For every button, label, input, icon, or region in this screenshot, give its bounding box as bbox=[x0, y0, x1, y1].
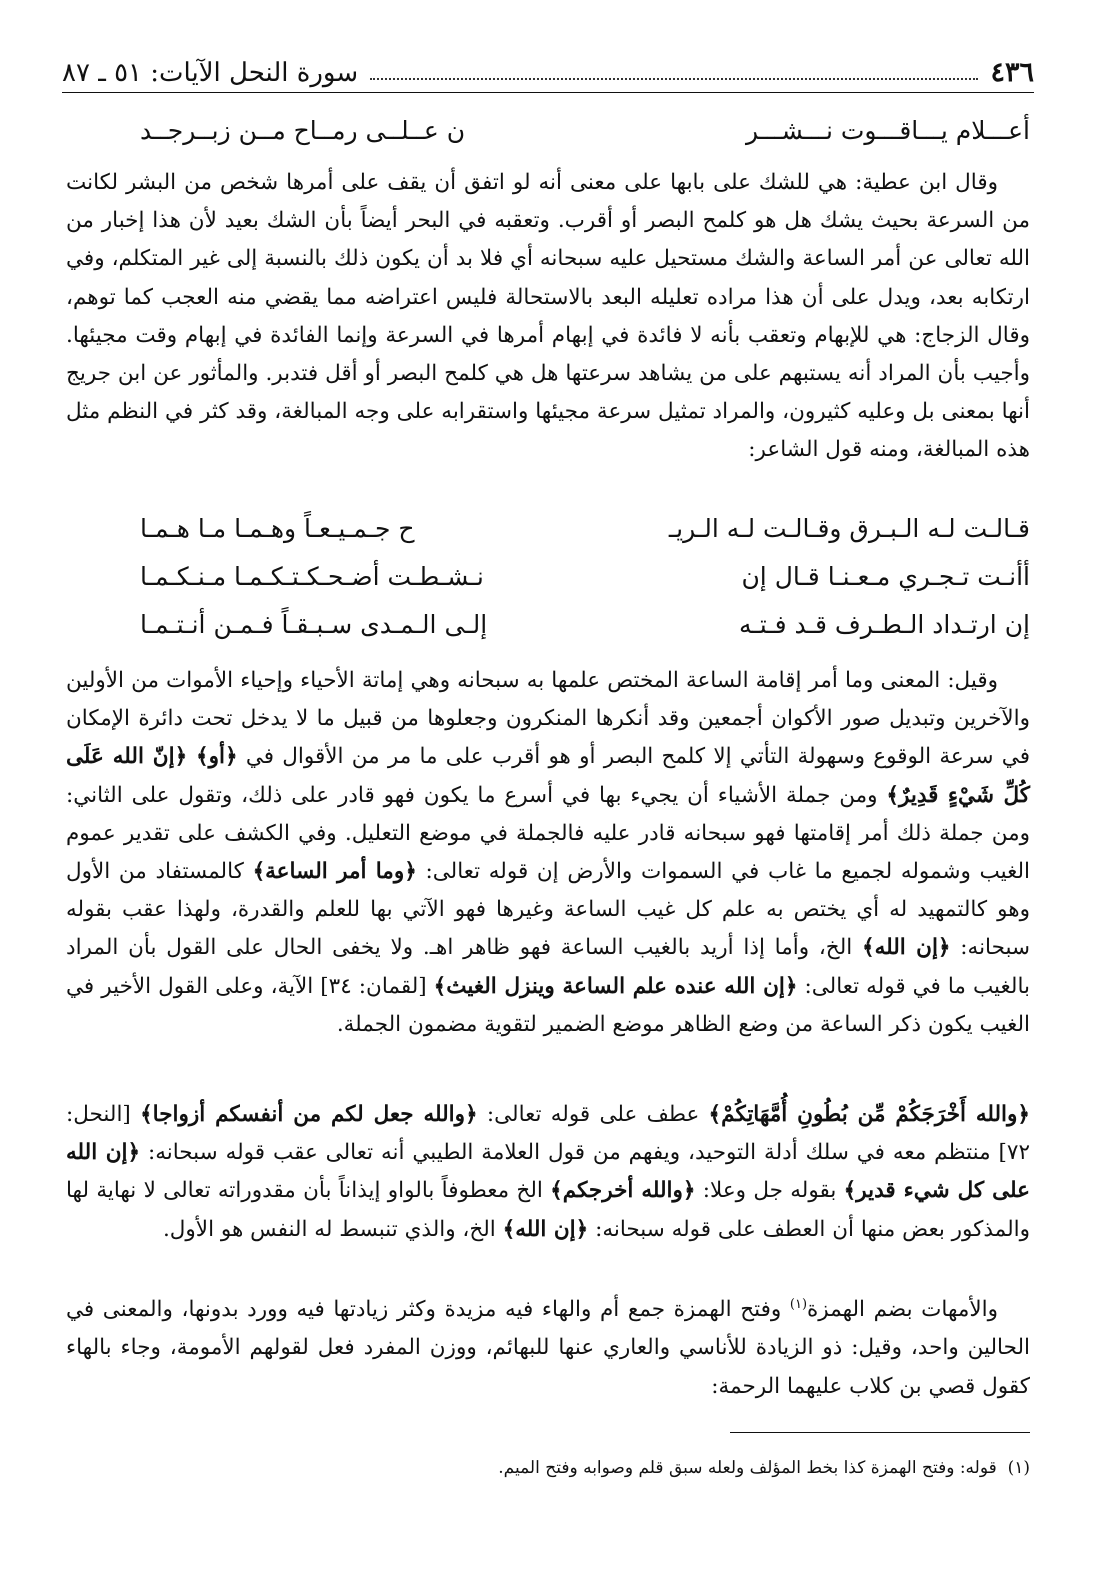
quran-quote: ﴿إن الله عنده علم الساعة وينزل الغيث﴾ bbox=[433, 973, 798, 999]
quran-quote: ﴿والله أَخْرَجَكُمْ مِّن بُطُونِ أُمَّهَاتِكُمْ﴾ bbox=[708, 1102, 1031, 1127]
paragraph-text: الخ معطوفاً بالواو إيذاناً بأن مقدوراته تعالى لا نهاية لها والمذكور بعض منها أن العطف على قوله سبحانه: bbox=[66, 1178, 1030, 1242]
paragraph-text: عطف على قوله تعالى: bbox=[477, 1102, 709, 1127]
poem-verse bbox=[140, 512, 1030, 546]
surah-title: سورة النحل الآيات: ٥١ ـ ٨٧ bbox=[62, 58, 359, 88]
paragraph-text: الخ، والذي تنبسط له النفس هو الأول. bbox=[162, 1216, 503, 1242]
paragraph-text: وفتح الهمزة جمع أم والهاء فيه مزيدة وكثر زيادتها فيه وورد بدونها، والمعنى في الحالين واحد، وقيل: ذو الزيادة للأناسي والعاري عنها للبهائم، ووزن المفرد فعل لقولهم الأمومة، وجاء بالهاء كقول قصي بن كلاب عليهما الرحمة: bbox=[66, 1297, 1030, 1399]
footnote bbox=[66, 1454, 1030, 1482]
paragraph-text: كالمستفاد من الأول وهو كالتمهيد له أي يختص به علم كل غيب الساعة وغيرها فهو الآتي بها للعلم والقدرة، ولهذا عقب بقوله سبحانه: bbox=[66, 859, 1030, 961]
page-number: ٤٣٦ bbox=[990, 57, 1034, 88]
footnote-separator bbox=[730, 1432, 1030, 1433]
verse-first-hemistich: إن ارتـداد الـطـرف قـد فـتـه bbox=[739, 610, 1030, 639]
paragraph-text: [النحل: ٧٢] منتظم معه في سلك أدلة التوحيد، ويفهم من قول العلامة الطيبي أنه تعالى عقب قوله سبحانه: bbox=[66, 1102, 1031, 1166]
verse-second-hemistich: ح جـمـيـعـاً وهـمـا مـا هـمـا bbox=[140, 514, 415, 543]
verse-commentary-paragraph bbox=[66, 1096, 1030, 1249]
verse-second-hemistich: نـشـطـت أضـحـكـتـكـمـا مـنـكـمـا bbox=[140, 562, 484, 591]
poem-verse bbox=[140, 560, 1030, 594]
quran-quote: ﴿إن الله على كل شيء قدير﴾ bbox=[66, 1140, 1030, 1204]
commentary-paragraph bbox=[66, 1286, 1030, 1406]
footnote-marker: (١) bbox=[1007, 1458, 1030, 1478]
paragraph-text: [لقمان: ٣٤] الآية، وعلى القول الأخير في الغيب يكون ذكر الساعة من وضع الظاهر موضع الضمير لتقوية مضمون الجملة. bbox=[66, 973, 1030, 1037]
verse-first-hemistich: أأنـت تـجـري مـعـنـا قـال إن bbox=[741, 562, 1030, 591]
commentary-paragraph bbox=[66, 662, 1030, 1044]
verse-second-hemistich: ن عــلــى رمــاح مــن زبــرجــد bbox=[140, 116, 466, 145]
quran-quote: ﴿أو﴾ ﴿إنّ الله عَلَى كُلِّ شَيْءٍ قَدِيرٌ﴾ bbox=[66, 744, 1030, 808]
verse-first-hemistich: أعـــلام يـــاقـــوت نـــشـــر bbox=[745, 116, 1030, 145]
quran-quote: ﴿إن الله﴾ bbox=[502, 1216, 589, 1242]
commentary-paragraph: وقال ابن عطية: هي للشك على بابها على معنى أنه لو اتفق أن يقف على أمرها شخص من البشر لكانت من السرعة بحيث يشك هل هو كلمح البصر أو أقرب. وتعقبه في البحر أيضاً بأن الشك بعيد لأن هذا إخبار من الله تعالى عن أمر الساعة والشك مستحيل عليه سبحانه أي فلا بد أن يكون ذلك بالنسبة إلى غير المتكلم، وفي ارتكابه بعد، ويدل على أن هذا مراده تعليله البعد بالاستحالة فليس اعتراضه مما يقضي منه العجب كما توهم، وقال الزجاج: هي للإبهام وتعقب بأنه لا فائدة في إبهام أمرها في السرعة وإنما الفائدة في إبهام وقت مجيئها. وأجيب بأن المراد أنه يستبهم على من يشاهد سرعتها هل هي كلمح البصر أو أقل فتدبر. والمأثور عن ابن جريج أنها بمعنى بل وعليه كثيرون، والمراد تمثيل سرعة مجيئها واستقرابه على وجه المبالغة، وقد كثر في النظم مثل هذه المبالغة، ومنه قول الشاعر: bbox=[66, 170, 1030, 463]
verse-second-hemistich: إلـى الـمـدى سـبـقـاً فـمـن أنـتـمـا bbox=[140, 610, 488, 639]
paragraph-text: والأمهات بضم الهمزة bbox=[807, 1297, 998, 1323]
paragraph-text: الخ، وأما إذا أريد بالغيب الساعة فهو ظاهر اهـ. ولا يخفى الحال على القول بأن المراد بالغيب ما في قوله تعالى: bbox=[66, 935, 1031, 999]
poem-verse bbox=[140, 608, 1030, 642]
page-header bbox=[62, 48, 1034, 93]
verse-first-hemistich: قـالـت لـه الـبـرق وقـالـت لـه الـريـ bbox=[668, 514, 1030, 543]
paragraph-text: بقوله جل وعلا: bbox=[695, 1178, 844, 1204]
quran-quote: ﴿والله أخرجكم﴾ bbox=[550, 1178, 696, 1204]
paragraph-text: وقيل: المعنى وما أمر إقامة الساعة المختص علمها به سبحانه وهي إماتة الأحياء وإحياء الأموات من الأولين والآخرين وتبديل صور الأكوان أجمعين وقد أنكرها المنكرون وجعلوها من قبيل ما لا يدخل تحت دائرة الإمكان في سرعة الوقوع وسهولة التأتي إلا كلمح البصر أو هو أقرب على ما مر من الأقوال في bbox=[66, 668, 1031, 770]
footnote-reference[interactable]: (١) bbox=[789, 1297, 808, 1312]
quran-quote: ﴿والله جعل لكم من أنفسكم أزواجا﴾ bbox=[140, 1102, 478, 1127]
footnote-text: قوله: وفتح الهمزة كذا بخط المؤلف ولعله سبق قلم وصوابه وفتح الميم. bbox=[498, 1458, 997, 1478]
quran-quote: ﴿وما أمر الساعة﴾ bbox=[252, 859, 417, 885]
paragraph-text: ومن جملة الأشياء أن يجيء بها في أسرع ما يكون فهو قادر على ذلك، وتقول على الثاني: ومن جملة ذلك أمر إقامتها فهو سبحانه قادر عليه فالجملة في موضع التعليل. وفي الكشف على تقدير عموم الغيب وشموله لجميع ما غاب في السموات والأرض إن قوله تعالى: bbox=[66, 782, 1031, 885]
poem-verse bbox=[140, 114, 1030, 148]
quran-quote: ﴿إن الله﴾ bbox=[861, 935, 951, 961]
header-dotted-leader bbox=[370, 78, 978, 80]
